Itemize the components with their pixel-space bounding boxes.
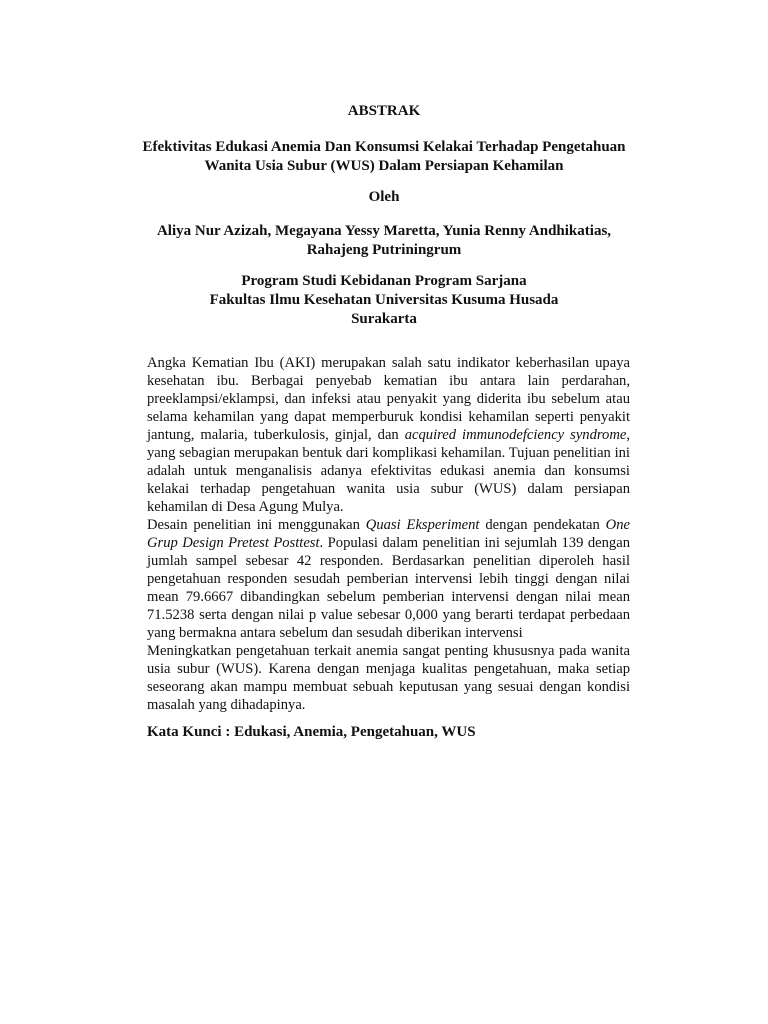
institution-line-2: Fakultas Ilmu Kesehatan Universitas Kusuma Husada bbox=[209, 292, 559, 308]
p2-italic-1: Quasi Eksperiment bbox=[365, 517, 480, 533]
p1-text-a: Angka Kematian Ibu (AKI) merupakan salah satu indikator keberhasilan upaya kesehatan ibu. Berbagai penyebab kematian ibu antara lain perdarahan, preeklampsi/eklampsi, dan infeksi atau penyakit yang diderita ibu sebelum atau selama kehamilan yang dapat memperburuk kondisi kehamilan seperti penyakit jantung, malaria, tuberkulosis, ginjal, dan bbox=[147, 355, 630, 443]
p2-text-c: . Populasi dalam penelitian ini sejumlah 139 dengan jumlah sampel sebesar 42 responden. Berdasarkan penelitian diperoleh hasil pengetahuan responden sesudah pemberian intervensi lebih tinggi dengan nilai mean 79.6667 dibandingkan sebelum pemberian intervensi dengan nilai mean 71.5238 serta dengan nilai p value sebesar 0,000 yang berarti terdapat perbedaan yang bermakna antara sebelum dan sesudah diberikan intervensi bbox=[147, 535, 630, 641]
authors-line-1: Aliya Nur Azizah, Megayana Yessy Maretta, Yunia Renny Andhikatias, bbox=[156, 223, 612, 239]
by-label: Oleh bbox=[368, 189, 400, 205]
institution-block bbox=[0, 272, 768, 329]
p1-italic: acquired immunodefciency syndrome bbox=[404, 427, 627, 443]
institution-line-1: Program Studi Kebidanan Program Sarjana bbox=[241, 273, 527, 289]
title-line-2: Wanita Usia Subur (WUS) Dalam Persiapan Kehamilan bbox=[204, 158, 564, 174]
institution-line-3: Surakarta bbox=[351, 311, 417, 327]
abstract-heading: ABSTRAK bbox=[347, 103, 421, 119]
abstract-paragraph-3: Meningkatkan pengetahuan terkait anemia sangat penting khususnya pada wanita usia subur (WUS). Karena dengan menjaga kualitas pengetahuan, maka setiap seseorang akan mampu membuat sebuah keputusan yang sesuai dengan kondisi masalah yang dihadapinya. bbox=[147, 643, 630, 713]
p2-text-a: Desain penelitian ini menggunakan bbox=[147, 517, 366, 533]
author-list bbox=[0, 222, 768, 260]
title-line-1: Efektivitas Edukasi Anemia Dan Konsumsi Kelakai Terhadap Pengetahuan bbox=[142, 139, 626, 155]
p2-text-b: dengan pendekatan bbox=[479, 517, 606, 533]
p1-text-b: , yang sebagian merupakan bentuk dari komplikasi kehamilan. Tujuan penelitian ini adalah untuk menganalisis adanya efektivitas edukasi anemia dan konsumsi kelakai terhadap pengetahuan wanita usia subur (WUS) dalam persiapan kehamilan di Desa Agung Mulya. bbox=[147, 427, 630, 515]
paper-title bbox=[0, 138, 768, 176]
p2-italic-2: One Grup Design Pretest Posttest bbox=[147, 517, 630, 551]
authors-line-2: Rahajeng Putriningrum bbox=[306, 242, 462, 258]
abstract-paragraph-1 bbox=[147, 354, 630, 516]
abstract-paragraph-2 bbox=[147, 516, 630, 642]
keywords-line: Kata Kunci : Edukasi, Anemia, Pengetahuan, WUS bbox=[147, 724, 476, 740]
abstract-body bbox=[147, 354, 630, 714]
